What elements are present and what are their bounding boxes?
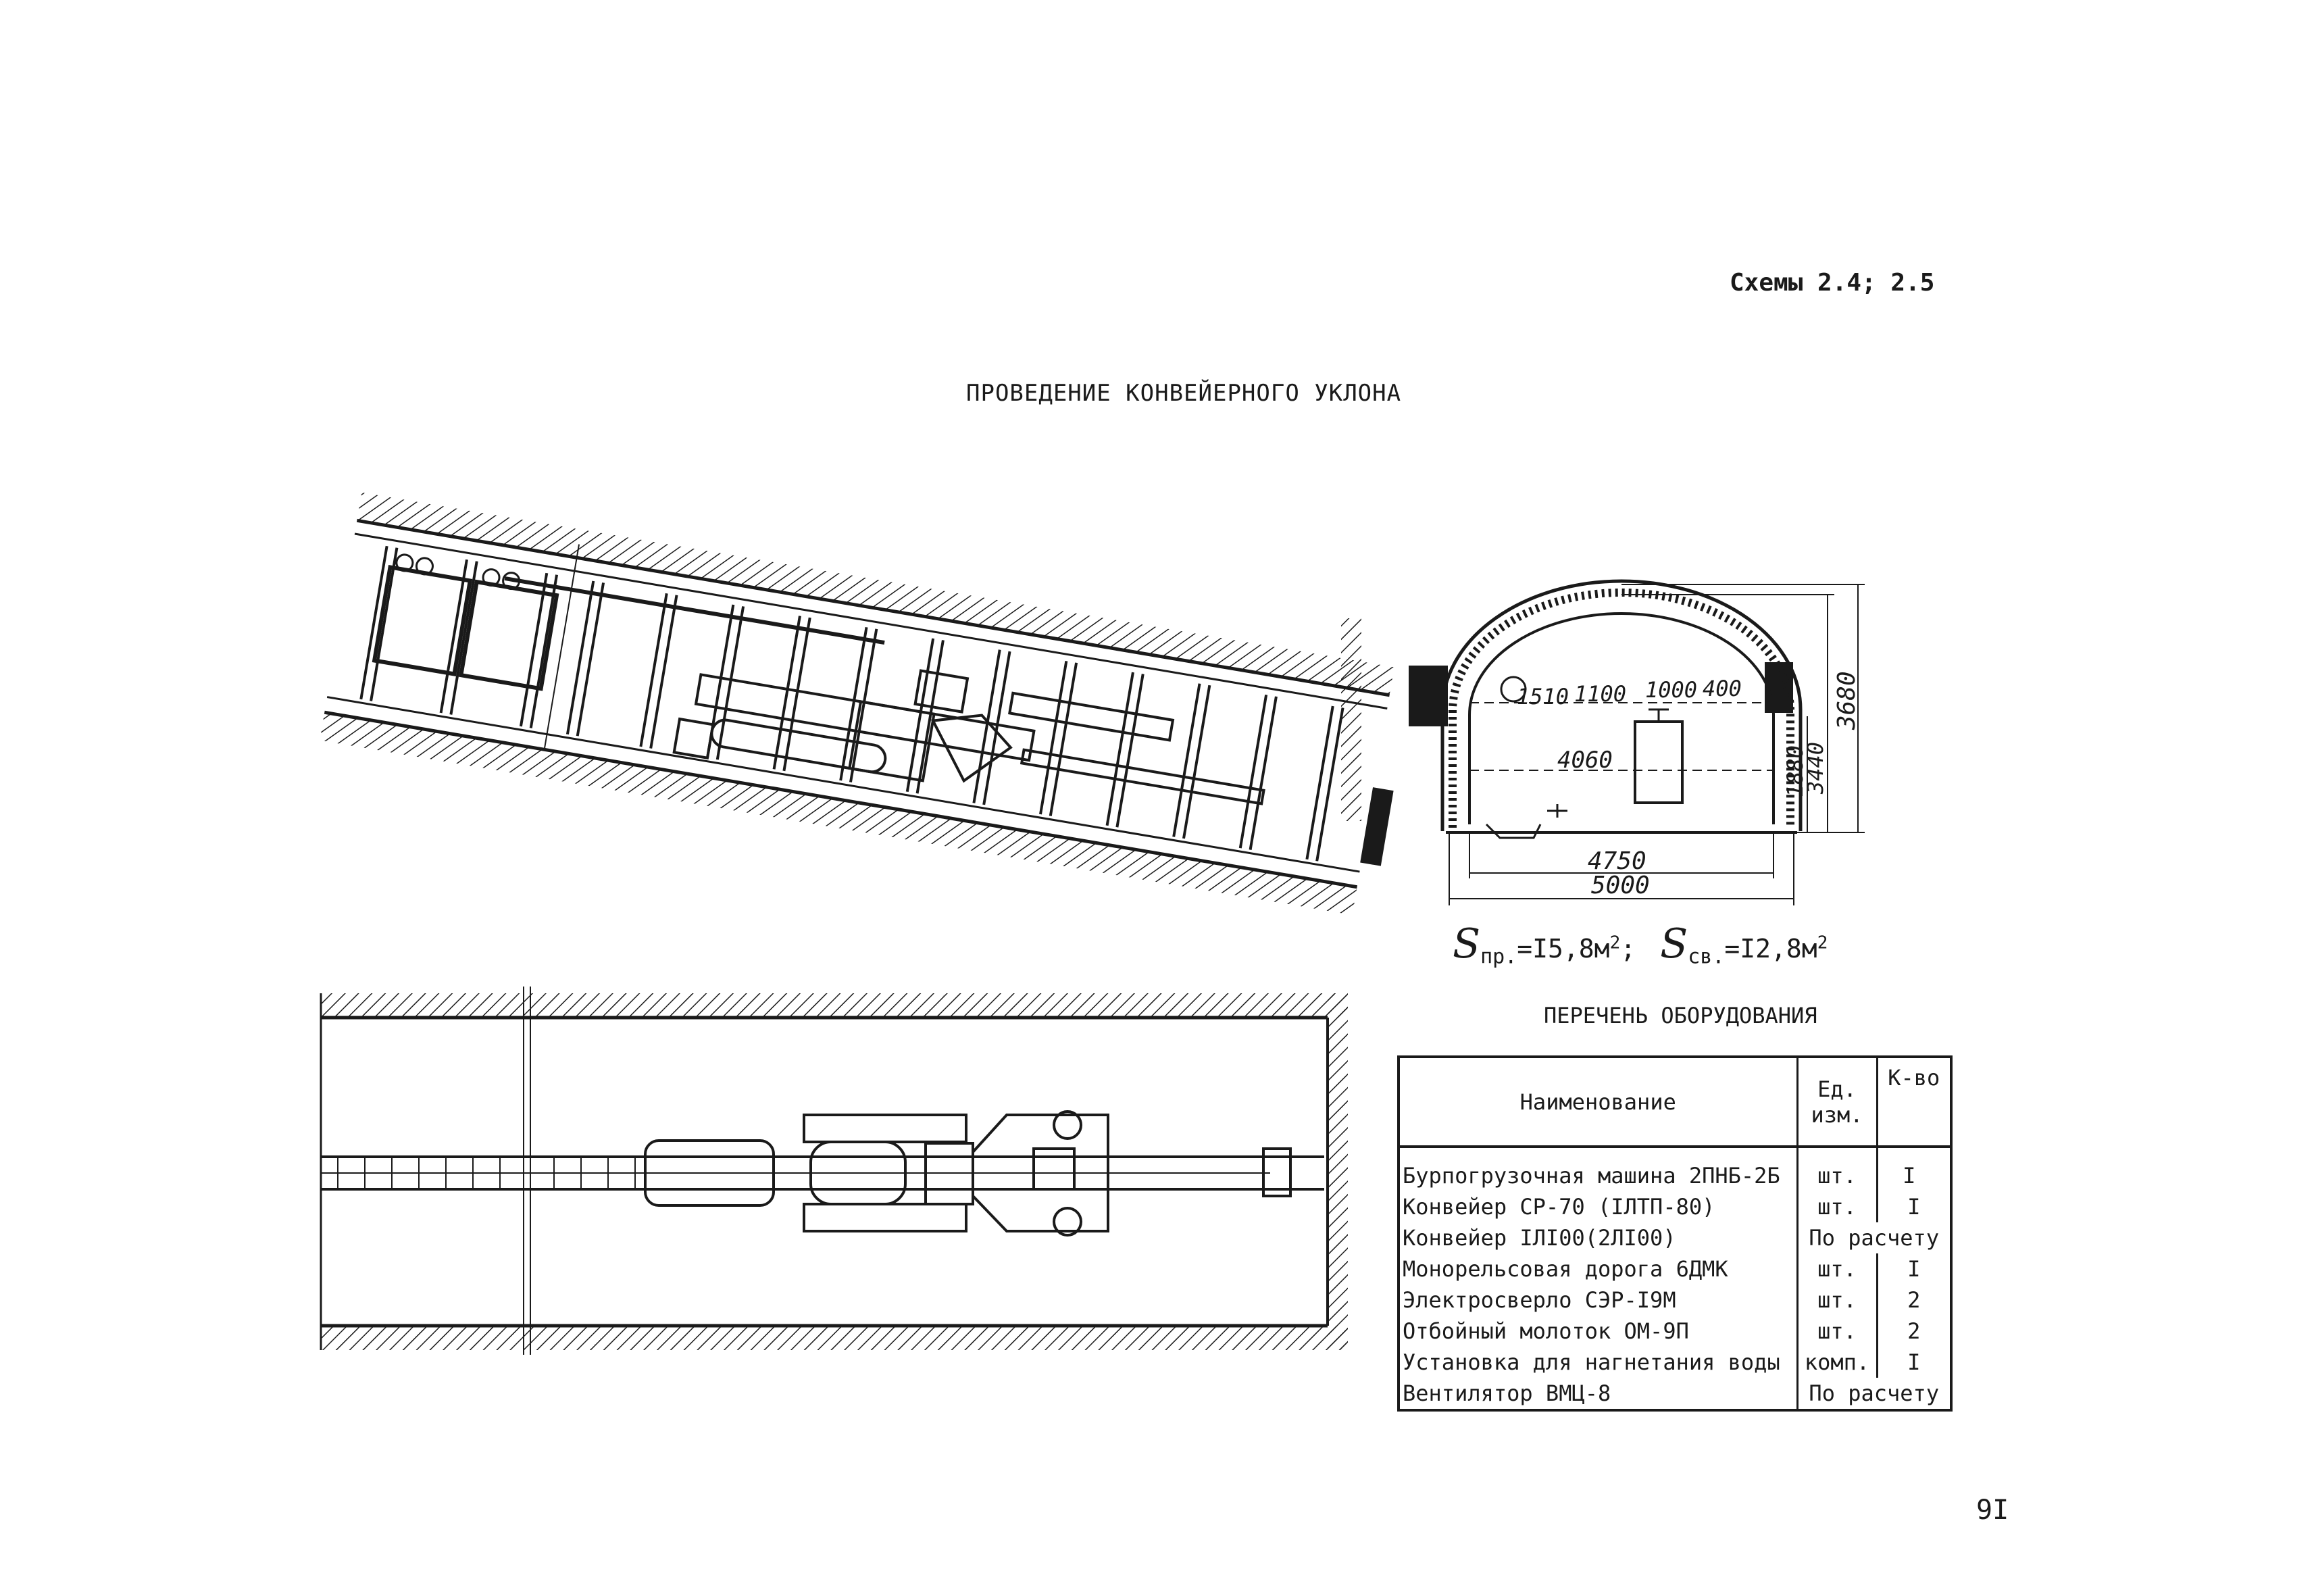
cell-name: Электросверло СЭР-I9М: [1403, 1287, 1676, 1313]
conveyor-outline: [1635, 722, 1682, 803]
header-unit: Ед. изм.: [1797, 1057, 1877, 1147]
cell-unit: шт.: [1797, 1316, 1877, 1347]
header-name: Наименование: [1399, 1057, 1797, 1147]
dim-4750: 4750: [1588, 847, 1646, 875]
dim-1510: 1510: [1517, 684, 1569, 709]
page-number: 9I: [1976, 1495, 2009, 1526]
table-row: [1399, 1285, 1951, 1316]
equipment-table: [1397, 1055, 1953, 1412]
dim-5000: 5000: [1591, 872, 1650, 899]
area-sv-value: =I2,8м: [1724, 934, 1817, 964]
table-row: [1399, 1347, 1951, 1378]
inner-arch: [1469, 614, 1774, 824]
plan-top-hatch: [321, 993, 1348, 1018]
cell-name: Конвейер СР-70 (IЛТП-80): [1403, 1194, 1715, 1220]
plan-bottom-hatch: [321, 1326, 1348, 1350]
table-row: [1399, 1253, 1951, 1285]
area-sv-subscript: св.: [1688, 945, 1725, 969]
cell-qty: I: [1877, 1147, 1951, 1191]
dim-3680: 3680: [1833, 671, 1861, 730]
cell-name: Вентилятор ВМЦ-8: [1403, 1380, 1611, 1406]
cell-span: По расчету: [1797, 1222, 1951, 1253]
cell-name: Конвейер IЛI00(2ЛI00): [1403, 1225, 1676, 1251]
cell-span: По расчету: [1797, 1378, 1951, 1410]
dim-1880: 1880: [1782, 745, 1808, 797]
scheme-reference: Схемы 2.4; 2.5: [1730, 269, 1935, 297]
area-pr-value: =I5,8м: [1517, 934, 1610, 964]
table-header-row: [1399, 1057, 1951, 1147]
dim-3440: 3440: [1803, 741, 1828, 794]
floor-rock-hatch: [320, 712, 1357, 915]
cell-unit: шт.: [1797, 1285, 1877, 1316]
area-pr-subscript: пр.: [1480, 945, 1517, 969]
cell-unit: шт.: [1797, 1191, 1877, 1222]
header-qty: К-во: [1877, 1057, 1951, 1147]
face-rock-block: [1361, 789, 1392, 865]
table-row: [1399, 1222, 1951, 1253]
area-symbol-pr: S: [1453, 920, 1481, 968]
table-row: [1399, 1316, 1951, 1347]
cell-qty: 2: [1877, 1285, 1951, 1316]
cross-section-dimensions: [1517, 671, 1861, 899]
dim-4060: 4060: [1557, 747, 1613, 774]
dim-1100: 1100: [1574, 681, 1627, 707]
plan-face-hatch: [1328, 993, 1348, 1350]
cell-qty: I: [1877, 1191, 1951, 1222]
sheet-title: ПРОВЕДЕНИЕ КОНВЕЙЕРНОГО УКЛОНА: [966, 380, 1402, 407]
cell-qty: I: [1877, 1347, 1951, 1378]
table-row: [1399, 1378, 1951, 1410]
loader-machine: [674, 632, 1274, 851]
cell-qty: 2: [1877, 1316, 1951, 1347]
plan-view: [321, 987, 1348, 1355]
cell-name: Бурпогрузочная машина 2ПНБ-2Б: [1403, 1163, 1780, 1189]
cross-section-area: [1453, 920, 1828, 969]
cell-unit: шт.: [1797, 1147, 1877, 1191]
area-pr-power: 2: [1609, 932, 1621, 953]
dim-1000: 1000: [1645, 677, 1698, 703]
area-symbol-sv: S: [1660, 920, 1688, 968]
roof-rock-hatch: [357, 493, 1394, 695]
cell-name: Отбойный молоток ОМ-9П: [1403, 1318, 1689, 1344]
inclined-section: [320, 493, 1413, 918]
cell-unit: комп.: [1797, 1347, 1877, 1378]
cell-qty: I: [1877, 1253, 1951, 1285]
dim-400: 400: [1703, 676, 1742, 701]
table-row: [1399, 1191, 1951, 1222]
area-separator: ;: [1620, 934, 1636, 964]
face-hatch: [1341, 618, 1361, 821]
cell-name: Установка для нагнетания воды: [1403, 1349, 1780, 1375]
cell-unit: шт.: [1797, 1253, 1877, 1285]
cell-name: Монорельсовая дорога 6ДМК: [1403, 1256, 1728, 1282]
equipment-list-title: ПЕРЕЧЕНЬ ОБОРУДОВАНИЯ: [1544, 1003, 1817, 1028]
area-sv-power: 2: [1817, 932, 1828, 953]
lining-arch: [1453, 593, 1790, 828]
table-row: [1399, 1147, 1951, 1191]
